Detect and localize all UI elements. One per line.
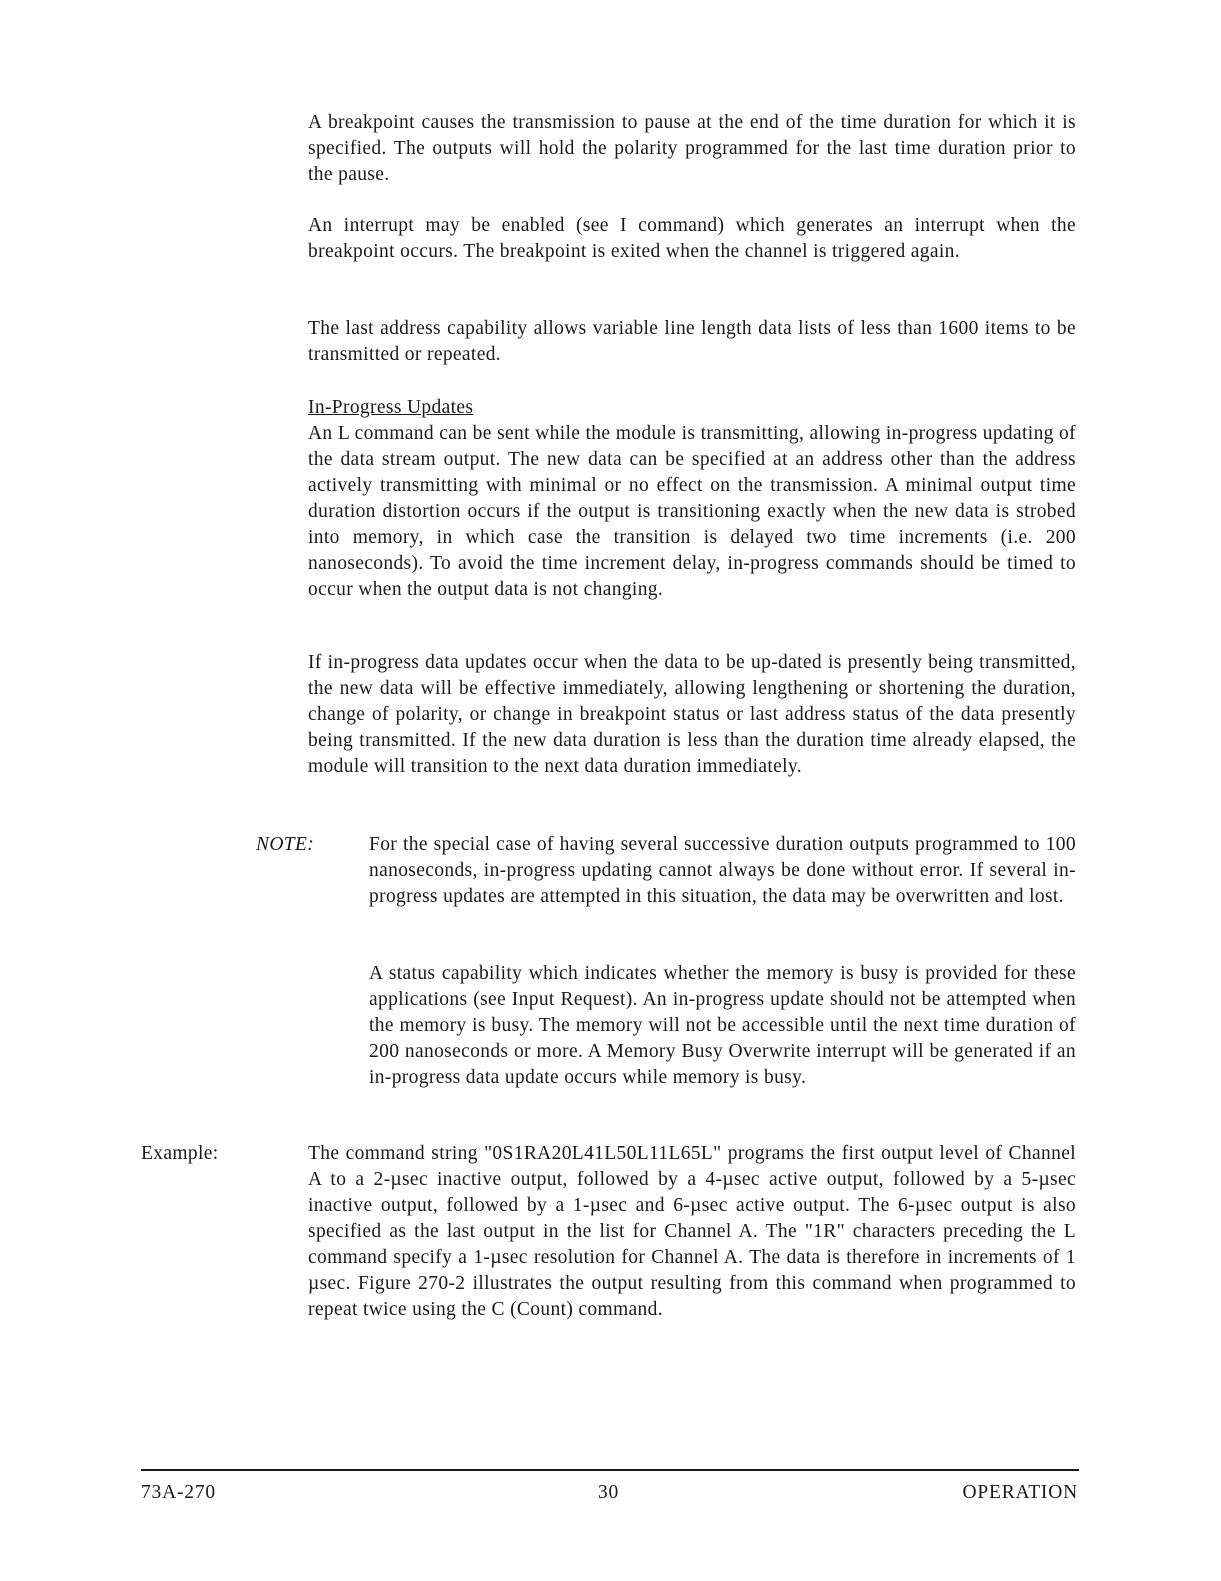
footer-rule [141,1469,1079,1471]
in-progress-heading: In-Progress Updates [308,397,474,418]
last-address-paragraph: The last address capability allows variable line length data lists of less than 1600 items to be transmitted or repeated. [308,318,1076,365]
in-progress-effect-paragraph: If in-progress data updates occur when the data to be up-dated is presently being transmitted, the new data will be effective immediately, allowing lengthening or shortening the duration, change of polarity, or change in breakpoint status or last address status of the data presently being transmitted. If the new data duration is less than the duration time already elapsed, the module will transition to the next data duration immediately. [308,652,1076,777]
note-text-2: A status capability which indicates whether the memory is busy is provided for these applications (see Input Request). An in-progress update should not be attempted when the memory is busy. The memory will not be accessible until the next time duration of 200 nanoseconds or more. A Memory Busy Overwrite interrupt will be generated if an in-progress data update occurs while memory is busy. [369,963,1076,1088]
breakpoint-paragraph: A breakpoint causes the transmission to pause at the end of the time duration for which it is specified. The outputs will hold the polarity programmed for the last time duration prior to the pause. [308,112,1076,185]
note-label: NOTE: [256,834,315,855]
footer-section: OPERATION [962,1482,1078,1503]
in-progress-paragraph: An L command can be sent while the module is transmitting, allowing in-progress updating of the data stream output. The new data can be specified at an address other than the address actively transmitting with minimal or no effect on the transmission. A minimal output time duration distortion occurs if the output is transitioning exactly when the new data is strobed into memory, in which case the transition is delayed two time increments (i.e. 200 nanoseconds). To avoid the time increment delay, in-progress commands should be timed to occur when the output data is not changing. [308,423,1076,600]
interrupt-paragraph: An interrupt may be enabled (see I command) which generates an interrupt when the breakpoint occurs. The breakpoint is exited when the channel is triggered again. [308,215,1076,262]
example-label: Example: [141,1143,219,1164]
footer-doc-id: 73A-270 [141,1482,216,1503]
note-text-1: For the special case of having several successive duration outputs programmed to 100 nanoseconds, in-progress updating cannot always be done without error. If several in-progress updates are attempted in this situation, the data may be overwritten and lost. [369,834,1076,907]
footer-page-number: 30 [598,1482,620,1503]
example-text: The command string "0S1RA20L41L50L11L65L" programs the first output level of Channel A to a 2-µsec inactive output, followed by a 4-µsec active output, followed by a 5-µsec inactive output, followed by a 1-µsec and 6-µsec active output. The 6-µsec output is also specified as the last output in the list for Channel A. The "1R" characters preceding the L command specify a 1-µsec resolution for Channel A. The data is therefore in increments of 1 µsec. Figure 270-2 illustrates the output resulting from this command when programmed to repeat twice using the C (Count) command. [308,1143,1076,1320]
